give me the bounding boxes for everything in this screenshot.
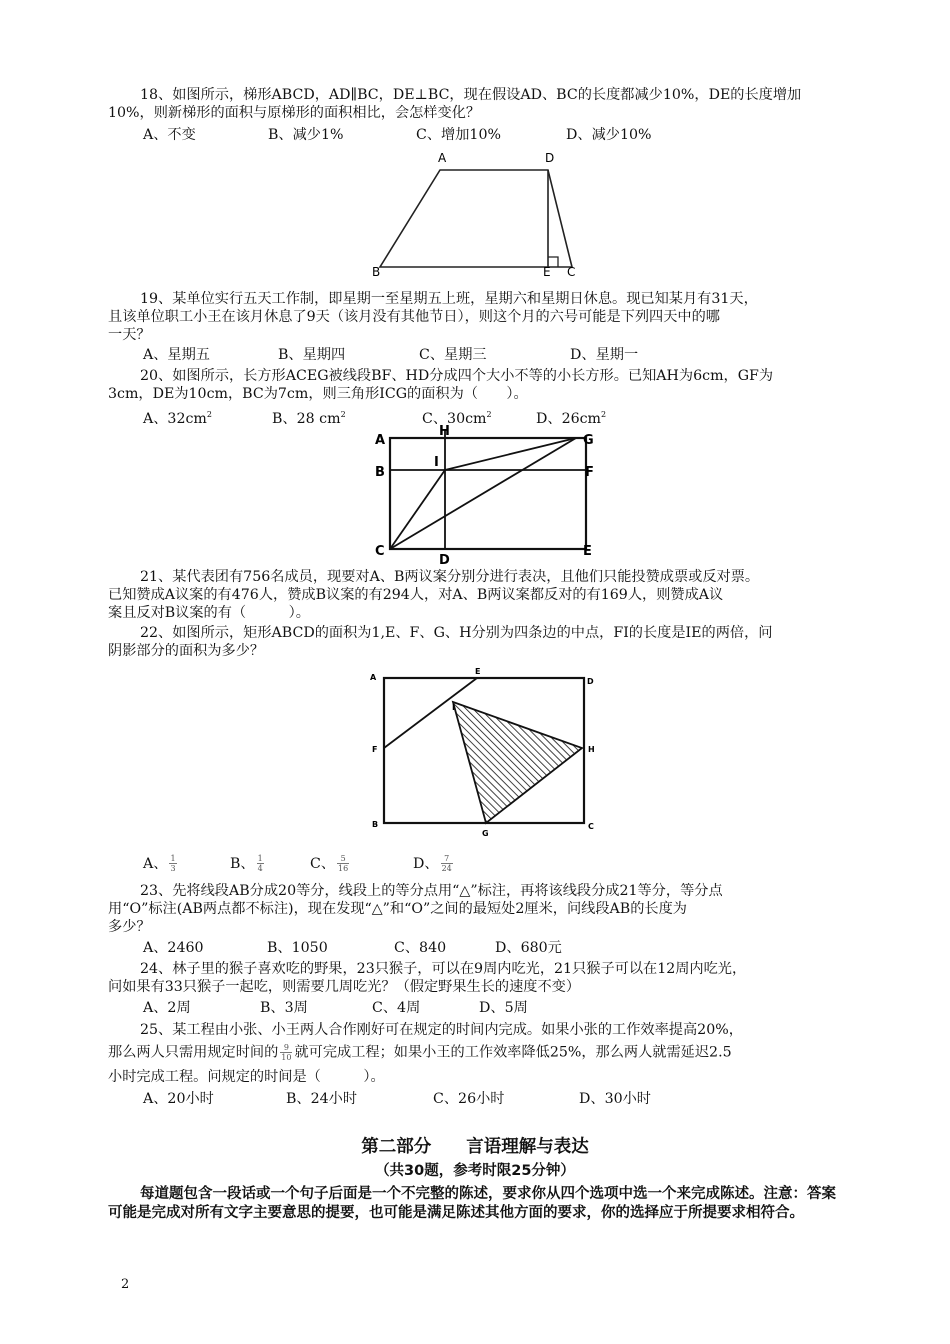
label-b: B: [375, 465, 385, 480]
q25-line2: 那么两人只需用规定时间的 $\frac{9}{10}$ 就可完成工程；如果小王的工作效率降低25%，那么两人就需延迟2.5: [108, 1043, 732, 1062]
q22-option-d: D、 $\frac{7}{24}$: [413, 854, 452, 873]
label-b: B: [372, 820, 379, 829]
section-title: 第二部分 言语理解与表达: [361, 1137, 589, 1157]
q19-option-a: A、星期五: [143, 347, 210, 363]
label-f: F: [372, 745, 378, 754]
q25-line3: 小时完成工程。问规定的时间是（ ）。: [108, 1069, 385, 1085]
q24-line2: 问如果有33只猴子一起吃，则需要几周吃光？（假定野果生长的速度不变）: [108, 979, 581, 995]
q24-option-c: C、4周: [372, 1000, 421, 1016]
label-d: D: [587, 677, 594, 686]
q18-option-c: C、增加10%: [416, 127, 501, 143]
label-e: E: [583, 544, 592, 559]
label-f: F: [585, 465, 594, 480]
q20-option-a: A、$32cm^2$: [143, 410, 212, 427]
q19-option-d: D、星期一: [570, 347, 639, 363]
q23-option-a: A、2460: [143, 940, 204, 956]
q23-options: [143, 939, 562, 957]
q21-line3: 案且反对B议案的有（ ）。: [108, 605, 310, 621]
q24-options: [143, 999, 528, 1017]
q19-option-b: B、星期四: [278, 347, 346, 363]
q23-line2: 用“O”标注(AB两点都不标注)，现在发现“△”和“O”之间的最短处2厘米，问线段AB的长度为: [108, 901, 687, 917]
q22-line1: 22、如图所示，矩形ABCD的面积为1,E、F、G、H分别为四条边的中点，FI的长度是IE的两倍，问: [140, 625, 773, 641]
q25-option-a: A、20小时: [143, 1091, 214, 1107]
q23-option-c: C、840: [394, 940, 447, 956]
rectangle-abcd-figure: [364, 664, 609, 840]
q21-line1: 21、某代表团有756名成员，现要对A、B两议案分别分进行表决，且他们只能投赞成票或反对票。: [140, 569, 760, 585]
label-i: I: [434, 455, 439, 470]
q22-line2: 阴影部分的面积为多少？: [108, 643, 265, 659]
q25-option-d: D、30小时: [579, 1091, 651, 1107]
q24-option-a: A、2周: [143, 1000, 191, 1016]
label-e: E: [475, 667, 481, 676]
q20-option-c: C、$30cm^2$: [422, 410, 492, 427]
segment-ci: [390, 470, 445, 549]
segment-cg: [390, 438, 576, 549]
q20-line1: 20、如图所示，长方形ACEG被线段BF、HD分成四个大小不等的小长方形。已知AH为6cm，GF为: [140, 368, 774, 384]
trapezoid-outline: [380, 170, 572, 267]
q22-option-b: B、 $\frac{1}{4}$: [230, 854, 263, 873]
label-i: I: [452, 703, 455, 712]
q18-line1: 18、如图所示，梯形ABCD，AD∥BC，DE⊥BC，现在假设AD、BC的长度都减少10%，DE的长度增加: [140, 87, 802, 103]
label-b: B: [372, 265, 381, 278]
label-e: E: [543, 265, 551, 278]
label-a: A: [375, 433, 386, 448]
q24-option-d: D、5周: [479, 1000, 528, 1016]
label-c: C: [588, 822, 594, 831]
page-number: 2: [121, 1277, 130, 1292]
label-g: G: [583, 433, 594, 448]
q25-option-b: B、24小时: [286, 1091, 358, 1107]
label-a: A: [438, 151, 447, 165]
label-c: C: [375, 544, 385, 559]
q21-line2: 已知赞成A议案的有476人，赞成B议案的有294人，对A、B两议案都反对的有169人，则赞成A议: [108, 587, 724, 603]
shaded-triangle-igh: [453, 702, 582, 823]
label-g: G: [482, 829, 489, 838]
q18-option-b: B、减少1%: [268, 127, 344, 143]
q19-line3: 一天？: [108, 327, 151, 343]
q19-line2: 且该单位职工小王在该月休息了9天（该月没有其他节日），则这个月的六号可能是下列四天中的哪: [108, 309, 720, 325]
q19-option-c: C、星期三: [419, 347, 487, 363]
q20-option-d: D、$26cm^2$: [536, 410, 607, 427]
section-instructions: 每道题包含一段话或一个句子后面是一个不完整的陈述，要求你从四个选项中选一个来完成陈述。注意：答案可能是完成对所有文字主要意思的提要，也可能是满足陈述其他方面的要求，你的选择应于所提要求相符合。: [108, 1186, 836, 1221]
q25-options: [143, 1090, 651, 1108]
q18-options: [143, 126, 651, 144]
section-subtitle: （共30题，参考时限25分钟）: [375, 1163, 575, 1179]
q23-option-d: D、680元: [495, 940, 562, 956]
q19-options: [143, 346, 638, 364]
label-d: D: [545, 151, 555, 165]
q23-line3: 多少？: [108, 919, 151, 935]
q22-options: [143, 854, 455, 873]
label-h: H: [588, 745, 595, 754]
q24-option-b: B、3周: [260, 1000, 308, 1016]
q23-option-b: B、1050: [267, 940, 328, 956]
label-d: D: [439, 553, 450, 566]
q22-option-a: A、 $\frac{1}{3}$: [143, 854, 176, 873]
q25-line1: 25、某工程由小张、小王两人合作刚好可在规定的时间内完成。如果小张的工作效率提高20%，: [140, 1022, 743, 1038]
label-c: C: [567, 265, 576, 278]
q25-option-c: C、26小时: [433, 1091, 505, 1107]
q18-option-d: D、减少10%: [566, 127, 652, 143]
q19-line1: 19、某单位实行五天工作制，即星期一至星期五上班，星期六和星期日休息。现已知某月有31天，: [140, 291, 758, 307]
q22-option-c: C、 $\frac{5}{16}$: [310, 854, 349, 873]
q18-option-a: A、不变: [143, 127, 196, 143]
q18-line2: 10%，则新梯形的面积与原梯形的面积相比，会怎样变化？: [108, 105, 481, 121]
trapezoid-figure: [370, 146, 600, 278]
label-h: H: [439, 424, 450, 439]
q20-line2: 3cm，DE为10cm，BC为7cm，则三角形ICG的面积为（ ）。: [108, 386, 528, 402]
rectangle-aceg-figure: [372, 424, 602, 566]
segment-ig: [445, 438, 576, 470]
q23-line1: 23、先将线段AB分成20等分，线段上的等分点用“△”标注，再将该线段分成21等分，等分点: [140, 883, 723, 899]
label-a: A: [370, 673, 377, 682]
q24-line1: 24、林子里的猴子喜欢吃的野果，23只猴子，可以在9周内吃光，21只猴子可以在12周内吃光，: [140, 961, 747, 977]
q20-option-b: B、28 $cm^2$: [272, 410, 346, 427]
